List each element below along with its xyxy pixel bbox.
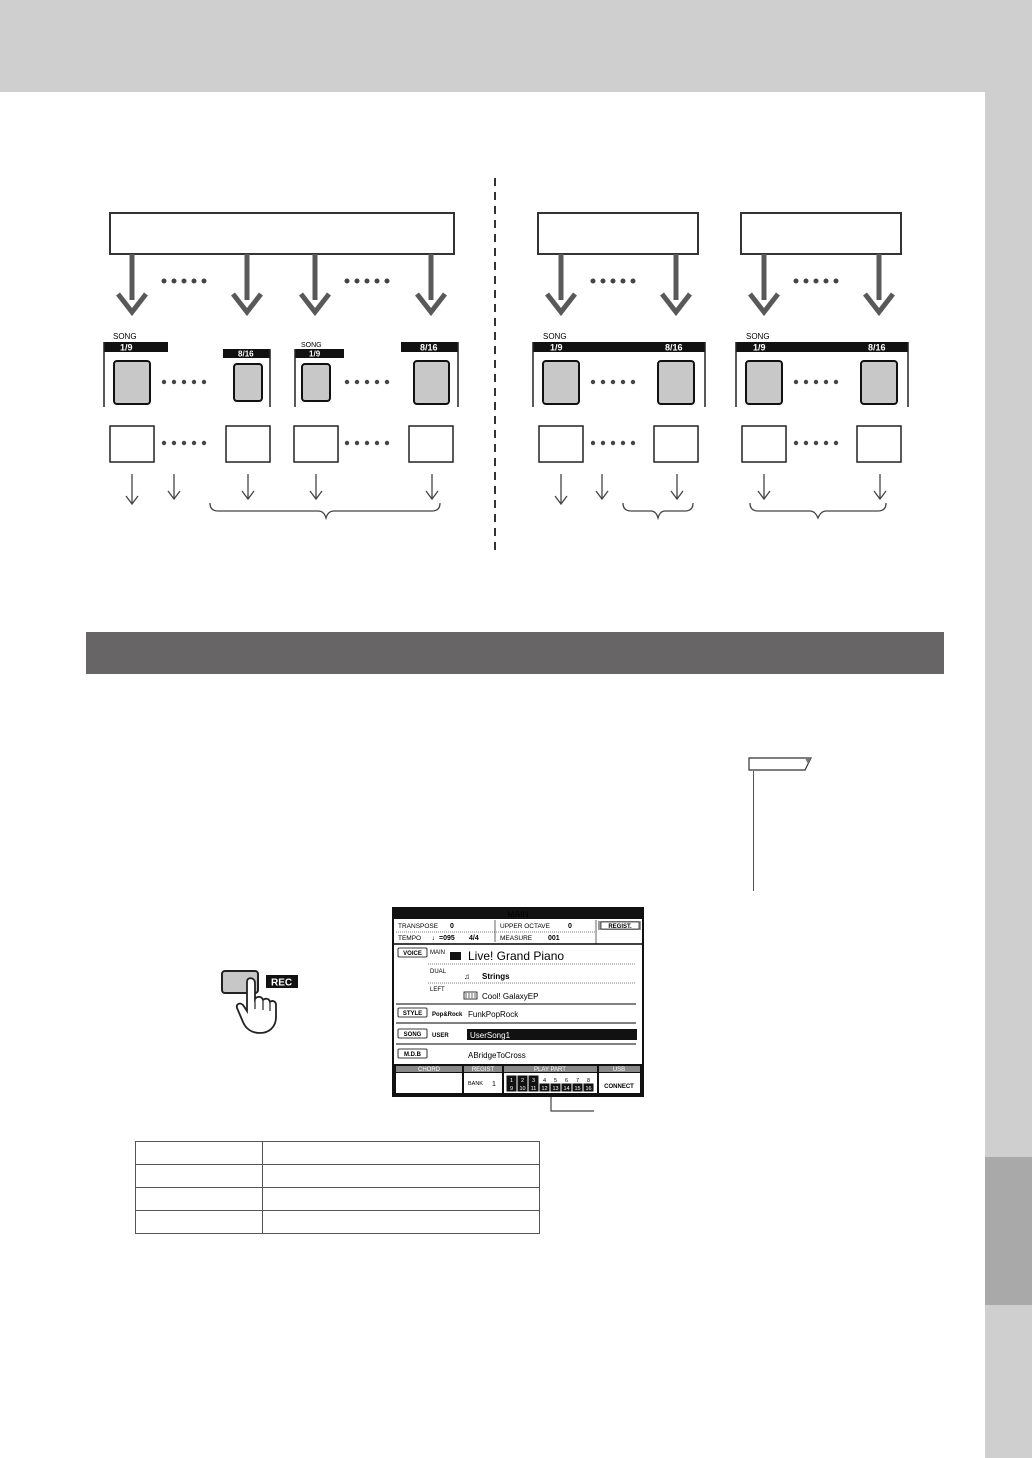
svg-text:1/9: 1/9 xyxy=(753,342,766,353)
table-cell xyxy=(263,1142,540,1165)
bank-value: 1 xyxy=(492,1081,496,1088)
table-cell xyxy=(263,1211,540,1234)
svg-text:1/9: 1/9 xyxy=(550,342,563,353)
style-name: FunkPopRock xyxy=(468,1010,519,1019)
song-pad xyxy=(861,361,897,404)
play-part-number: 14 xyxy=(563,1086,570,1092)
song-panel-1 xyxy=(104,332,270,407)
song-pad xyxy=(414,361,449,404)
play-part-number: 6 xyxy=(564,1078,569,1084)
mdb-tag: M.D.B xyxy=(404,1052,421,1058)
info-table xyxy=(135,1141,540,1234)
piano-icon xyxy=(450,952,461,960)
chapter-tab xyxy=(985,1157,1032,1305)
svg-text:1/9: 1/9 xyxy=(120,342,133,353)
play-part-number: 8 xyxy=(586,1078,591,1084)
song-category: USER xyxy=(432,1033,449,1039)
song-tag: SONG xyxy=(403,1032,422,1038)
table-row xyxy=(136,1165,540,1188)
song-name: UserSong1 xyxy=(470,1031,511,1040)
play-part-number: 12 xyxy=(541,1086,548,1092)
upper-octave-value: 0 xyxy=(568,923,572,930)
style-tag: STYLE xyxy=(402,1011,423,1017)
svg-text:SONG: SONG xyxy=(746,332,770,341)
table-row xyxy=(136,1188,540,1211)
regist-label: REGIST xyxy=(471,1067,495,1073)
song-pad xyxy=(543,361,579,404)
table-cell xyxy=(136,1188,263,1211)
bank-label: BANK xyxy=(468,1081,483,1087)
play-part-label: PLAY PART xyxy=(534,1067,566,1073)
play-part-number: 15 xyxy=(574,1086,581,1092)
song-pad xyxy=(234,364,262,401)
main-label: MAIN xyxy=(430,950,445,956)
usb-label: USB xyxy=(612,1067,626,1073)
rec-button-illustration xyxy=(215,965,315,1035)
left-voice: Cool! GalaxyEP xyxy=(482,992,539,1001)
table-cell xyxy=(136,1211,263,1234)
lcd-display xyxy=(392,907,644,1097)
svg-text:8/16: 8/16 xyxy=(238,349,254,359)
song-bank-diagram xyxy=(0,170,985,560)
chord-label: CHORD xyxy=(418,1067,440,1073)
transpose-value: 0 xyxy=(450,923,454,930)
display-title: MAIN xyxy=(507,909,529,919)
mdb-name: ABridgeToCross xyxy=(468,1051,526,1060)
song-label: SONG xyxy=(113,332,137,341)
track-boxes xyxy=(110,426,901,462)
tempo-value: ♩=095 xyxy=(432,935,455,942)
play-part-number: 4 xyxy=(542,1078,547,1084)
style-category: Pop&Rock xyxy=(432,1012,463,1018)
song-total-first: 9 xyxy=(127,342,133,353)
voice-tag: VOICE xyxy=(403,951,422,957)
header-band xyxy=(0,0,1032,92)
time-signature: 4/4 xyxy=(469,935,479,942)
svg-text:SONG: SONG xyxy=(543,332,567,341)
group-box-right xyxy=(741,213,901,254)
song-panel-3 xyxy=(533,332,705,407)
play-part-number: 5 xyxy=(553,1078,558,1084)
note-tag xyxy=(748,757,812,771)
table-cell xyxy=(136,1142,263,1165)
table-cell xyxy=(263,1165,540,1188)
svg-text:8/16: 8/16 xyxy=(420,342,438,353)
measure-value: 001 xyxy=(548,935,560,942)
strings-icon: ♫ xyxy=(464,972,470,981)
table-row xyxy=(136,1211,540,1234)
play-part-number: 16 xyxy=(585,1086,592,1092)
play-part-number: 11 xyxy=(530,1086,537,1092)
left-label: LEFT xyxy=(430,987,445,993)
play-part-number: 9 xyxy=(509,1086,514,1092)
play-part-number: 7 xyxy=(575,1078,580,1084)
song-pad xyxy=(658,361,694,404)
dual-voice: Strings xyxy=(482,972,510,981)
svg-text:SONG: SONG xyxy=(301,342,322,349)
song-panel-2 xyxy=(295,342,458,407)
big-arrows xyxy=(118,254,893,312)
song-pad xyxy=(302,364,330,401)
table-cell xyxy=(136,1165,263,1188)
regist-tag: REGIST. xyxy=(608,924,632,930)
main-voice: Live! Grand Piano xyxy=(468,949,565,963)
play-part-number: 2 xyxy=(520,1078,525,1084)
table-row xyxy=(136,1142,540,1165)
song-number-first: 1 xyxy=(120,342,126,353)
play-part-number: 3 xyxy=(531,1078,536,1084)
section-header-bar xyxy=(86,632,944,674)
note-vertical-line xyxy=(753,771,754,891)
tempo-label: TEMPO xyxy=(398,935,422,942)
dual-label: DUAL xyxy=(430,969,447,975)
usb-value: CONNECT xyxy=(604,1084,634,1090)
song-pad xyxy=(746,361,782,404)
svg-text:8/16: 8/16 xyxy=(868,342,886,353)
transpose-label: TRANSPOSE xyxy=(398,923,439,930)
group-box-left xyxy=(110,213,454,254)
song-panel-4 xyxy=(736,332,908,407)
svg-text:1/9: 1/9 xyxy=(309,349,321,359)
callout-line xyxy=(550,1097,594,1113)
play-part-number: 13 xyxy=(552,1086,559,1092)
measure-label: MEASURE xyxy=(500,935,533,942)
play-part-number: 1 xyxy=(509,1078,514,1084)
song-pad xyxy=(114,361,150,404)
brackets xyxy=(210,503,886,518)
thin-arrows xyxy=(126,474,886,504)
table-cell xyxy=(263,1188,540,1211)
ellipsis-dots xyxy=(162,279,839,446)
play-part-number: 10 xyxy=(519,1086,526,1092)
upper-octave-label: UPPER OCTAVE xyxy=(500,923,550,930)
rec-label: REC xyxy=(271,977,293,989)
group-box-middle xyxy=(538,213,698,254)
svg-text:8/16: 8/16 xyxy=(665,342,683,353)
